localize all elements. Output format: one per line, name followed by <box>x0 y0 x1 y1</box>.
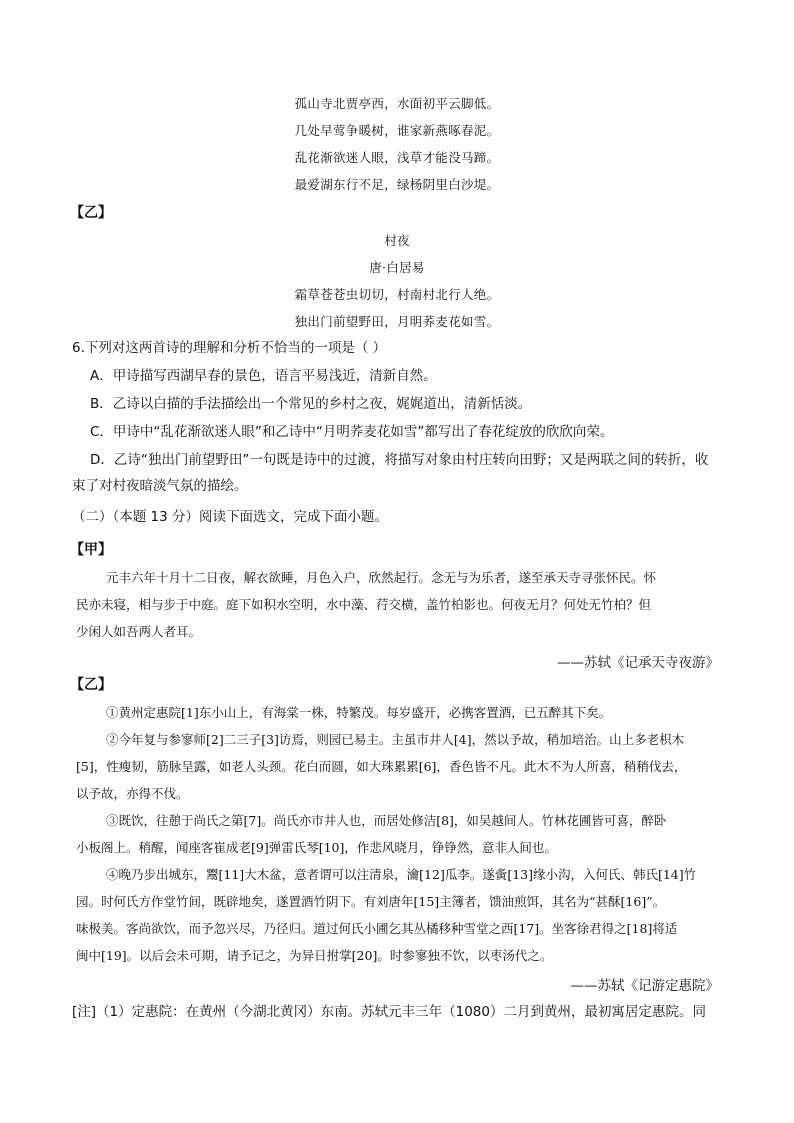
prose-yi-para-3-line-2: 小板阁上。稍醒，闻座客崔成老[9]弹雷氏琴[10]，作悲风晓月，铮铮然，意非人间也。 <box>76 840 557 855</box>
poem-yi-line-1: 霜草苍苍虫切切，村南村北行人绝。 <box>294 287 500 302</box>
prose-yi-source: ——苏轼《记游定惠院》 <box>570 978 719 994</box>
poem-jia-line-1: 孤山寺北贾亭西，水面初平云脚低。 <box>294 96 500 111</box>
prose-jia-line-2: 民亦未寝，相与步于中庭。庭下如积水空明，水中藻、荇交横，盖竹柏影也。何夜无月？何处无竹柏？但 <box>76 597 652 612</box>
poem-yi-author: 唐·白居易 <box>369 260 425 275</box>
prose-yi-para-3-line-1: ③既饮，往憩于尚氏之第[7]。尚氏亦市井人也，而居处修洁[8]，如吴越间人。竹林花圃皆可喜，醉卧 <box>106 813 667 828</box>
poem-jia-line-4: 最爱湖东行不足，绿杨阴里白沙堤。 <box>294 177 500 192</box>
prose-jia-source: ——苏轼《记承天寺夜游》 <box>557 655 719 671</box>
prose-yi-para-2-line-3: 以予故，亦得不伐。 <box>76 786 189 801</box>
question-6-option-a: A．甲诗描写西湖早春的景色，语言平易浅近，清新自然。 <box>90 368 437 384</box>
prose-yi-para-2-line-2: [5]，性瘦韧，筋脉呈露，如老人头颈。花白而圆，如大珠累累[6]，香色皆不凡。此木不为人所喜，稍稍伐去， <box>76 759 687 774</box>
prose-yi-label: 【乙】 <box>70 677 112 693</box>
prose-yi-para-4-line-1: ④晚乃步出城东，鬻[11]大木盆，意者谓可以注清泉，瀹[12]瓜李。遂夤[13]缘小沟，入何氏、韩氏[14]竹 <box>106 867 697 882</box>
prose-yi-para-4-line-3: 味极美。客尚欲饮，而予忽兴尽，乃径归。道过何氏小圃乞其丛橘移种雪堂之西[17]。坐客徐君得之[18]将适 <box>76 921 678 936</box>
section-2-heading: （二）（本题 13 分）阅读下面选文，完成下面小题。 <box>72 509 389 525</box>
prose-yi-para-2-line-1: ②今年复与参寥师[2]二三子[3]访焉，则园已易主。主虽市井人[4]，然以予故，稍加培治。山上多老枳木 <box>106 732 685 747</box>
poem-jia-line-2: 几处早莺争暖树，谁家新燕啄春泥。 <box>294 123 500 138</box>
prose-yi-para-4-line-2: 园。时何氏方作堂竹间，既辟地矣，遂置酒竹阴下。有刘唐年[15]主簿者，馈油煎饵，其名为“甚酥[16]”。 <box>76 894 666 909</box>
poem-yi-line-2: 独出门前望野田，月明荞麦花如雪。 <box>294 314 500 329</box>
prose-yi-para-1: ①黄州定惠院[1]东小山上，有海棠一株，特繁茂。每岁盛开，必携客置酒，已五醉其下矣。 <box>106 705 612 720</box>
question-6-option-d: D．乙诗“独出门前望野田”一句既是诗中的过渡，将描写对象由村庄转向田野；又是两联之间的转折，收 <box>90 452 709 468</box>
question-6-option-d-cont: 束了对村夜暗淡气氛的描绘。 <box>72 478 248 494</box>
prose-jia-label: 【甲】 <box>70 542 112 558</box>
question-6-stem: 6.下列对这两首诗的理解和分析不恰当的一项是（ ） <box>72 340 387 356</box>
poem-jia-line-3: 乱花渐欲迷人眼，浅草才能没马蹄。 <box>294 150 500 165</box>
question-6-option-b: B．乙诗以白描的手法描绘出一个常见的乡村之夜，娓娓道出，清新恬淡。 <box>90 396 532 412</box>
prose-yi-para-4-line-4: 闽中[19]。以后会未可期，请予记之，为异日拊掌[20]。时参寥独不饮，以枣汤代之。 <box>76 948 553 963</box>
footnote: [注]（1）定惠院：在黄州（今湖北黄冈）东南。苏轼元丰三年（1080）二月到黄州，最初寓居定惠院。同 <box>72 1004 706 1020</box>
question-6-option-c: C．甲诗中“乱花渐欲迷人眼”和乙诗中“月明荞麦花如雪”都写出了春花绽放的欣欣向荣。 <box>90 424 614 440</box>
prose-jia-line-3: 少闲人如吾两人者耳。 <box>76 624 202 639</box>
prose-jia-line-1: 元丰六年十月十二日夜，解衣欲睡，月色入户，欣然起行。念无与为乐者，遂至承天寺寻张怀民。怀 <box>106 570 657 585</box>
poem-yi-label: 【乙】 <box>70 205 112 221</box>
poem-yi-title: 村夜 <box>384 233 410 248</box>
